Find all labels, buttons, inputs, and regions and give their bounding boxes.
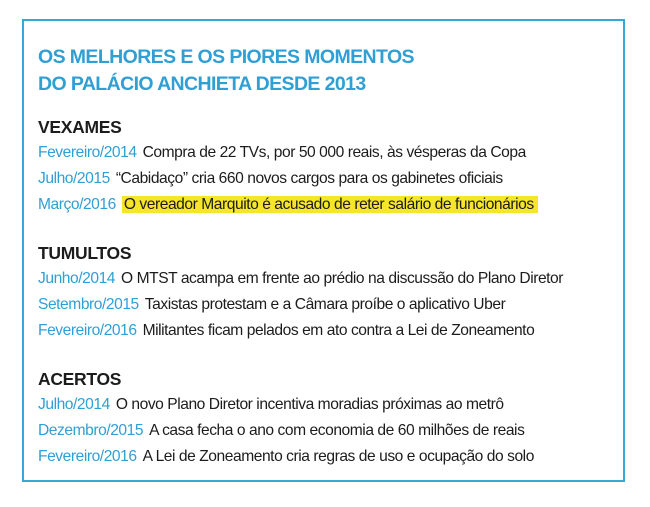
list-item (38, 140, 538, 166)
item-date: Fevereiro/2016 (38, 448, 137, 465)
item-text: O MTST acampa em frente ao prédio na discussão do Plano Diretor (121, 270, 564, 287)
page-title (38, 44, 414, 98)
list-item (38, 318, 563, 344)
item-date: Março/2016 (38, 196, 116, 213)
list-item (38, 166, 538, 192)
section-heading: TUMULTOS (38, 243, 132, 263)
item-text-highlighted: O vereador Marquito é acusado de reter salário de funcionários (122, 196, 538, 213)
item-text: Compra de 22 TVs, por 50 000 reais, às vésperas da Copa (142, 144, 526, 161)
section-acertos (38, 366, 534, 470)
title-line-2: DO PALÁCIO ANCHIETA DESDE 2013 (38, 73, 366, 95)
list-item (38, 192, 538, 218)
section-heading: VEXAMES (38, 117, 122, 137)
item-text: “Cabidaço” cria 660 novos cargos para os gabinetes oficiais (115, 170, 503, 187)
item-date: Fevereiro/2014 (38, 144, 137, 161)
title-line-1: OS MELHORES E OS PIORES MOMENTOS (38, 46, 414, 68)
item-date: Setembro/2015 (38, 296, 139, 313)
section-heading: ACERTOS (38, 369, 122, 389)
item-date: Dezembro/2015 (38, 422, 144, 439)
item-text: A casa fecha o ano com economia de 60 milhões de reais (149, 422, 525, 439)
item-date: Julho/2014 (38, 396, 110, 413)
section-vexames (38, 114, 538, 218)
item-text: A Lei de Zoneamento cria regras de uso e ocupação do solo (142, 448, 534, 465)
list-item (38, 392, 534, 418)
item-date: Julho/2015 (38, 170, 110, 187)
item-text: O novo Plano Diretor incentiva moradias próximas ao metrô (115, 396, 504, 413)
list-item (38, 266, 563, 292)
section-tumultos (38, 240, 563, 344)
list-item (38, 418, 534, 444)
item-date: Fevereiro/2016 (38, 322, 137, 339)
list-item (38, 292, 563, 318)
item-text: Militantes ficam pelados em ato contra a Lei de Zoneamento (142, 322, 535, 339)
item-text: Taxistas protestam e a Câmara proíbe o aplicativo Uber (144, 296, 506, 313)
list-item (38, 444, 534, 470)
item-date: Junho/2014 (38, 270, 116, 287)
